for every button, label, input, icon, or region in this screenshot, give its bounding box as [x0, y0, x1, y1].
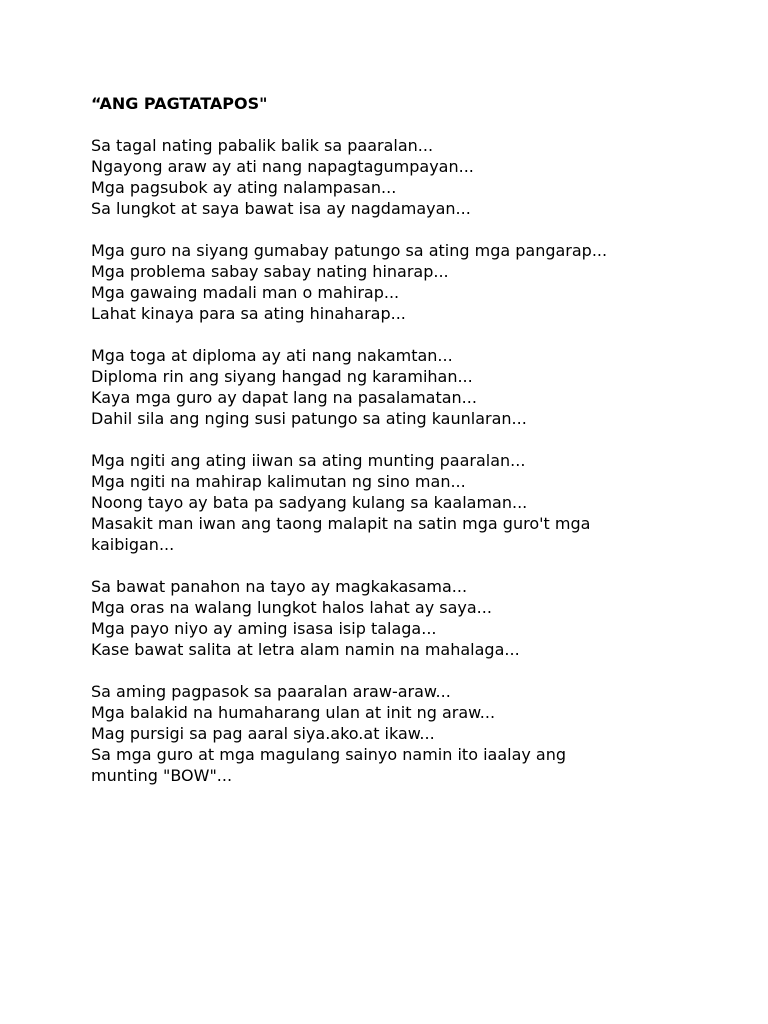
poem-line: Mga toga at diploma ay ati nang nakamtan... — [91, 346, 453, 365]
poem-body — [91, 93, 711, 807]
poem-line: Sa bawat panahon na tayo ay magkakasama... — [91, 577, 468, 596]
poem-line: Lahat kinaya para sa ating hinaharap... — [91, 304, 406, 323]
poem-line: kaibigan... — [91, 535, 175, 554]
poem-line: Mga ngiti na mahirap kalimutan ng sino man... — [91, 472, 466, 491]
stanza-2 — [91, 240, 711, 324]
poem-line: Ngayong araw ay ati nang napagtagumpayan... — [91, 157, 474, 176]
stanza-4 — [91, 450, 711, 555]
stanza-1 — [91, 135, 711, 219]
stanza-6 — [91, 681, 711, 786]
poem-line: Sa tagal nating pabalik balik sa paaralan... — [91, 136, 434, 155]
poem-line: Mga payo niyo ay aming isasa isip talaga... — [91, 619, 437, 638]
poem-line: Mga guro na siyang gumabay patungo sa ating mga pangarap... — [91, 241, 608, 260]
poem-line: Mga ngiti ang ating iiwan sa ating munting paaralan... — [91, 451, 526, 470]
poem-line: Mga problema sabay sabay nating hinarap... — [91, 262, 449, 281]
stanza-5 — [91, 576, 711, 660]
poem-line: Kaya mga guro ay dapat lang na pasalamatan... — [91, 388, 477, 407]
poem-line: Kase bawat salita at letra alam namin na mahalaga... — [91, 640, 520, 659]
poem-line: Mga balakid na humaharang ulan at init ng araw... — [91, 703, 496, 722]
poem-line: Mga oras na walang lungkot halos lahat ay saya... — [91, 598, 492, 617]
poem-line: Dahil sila ang nging susi patungo sa ating kaunlaran... — [91, 409, 527, 428]
poem-line: Diploma rin ang siyang hangad ng karamihan... — [91, 367, 473, 386]
poem-title: “ANG PAGTATAPOS" — [91, 94, 268, 113]
poem-line: Sa mga guro at mga magulang sainyo namin ito iaalay ang — [91, 745, 567, 764]
poem-line: munting "BOW"... — [91, 766, 233, 785]
poem-line: Sa aming pagpasok sa paaralan araw-araw... — [91, 682, 451, 701]
poem-line: Noong tayo ay bata pa sadyang kulang sa kaalaman... — [91, 493, 528, 512]
poem-line: Masakit man iwan ang taong malapit na satin mga guro't mga — [91, 514, 591, 533]
poem-line: Mga gawaing madali man o mahirap... — [91, 283, 400, 302]
poem-line: Mga pagsubok ay ating nalampasan... — [91, 178, 397, 197]
stanza-3 — [91, 345, 711, 429]
poem-line: Sa lungkot at saya bawat isa ay nagdamayan... — [91, 199, 471, 218]
poem-line: Mag pursigi sa pag aaral siya.ako.at ikaw... — [91, 724, 435, 743]
